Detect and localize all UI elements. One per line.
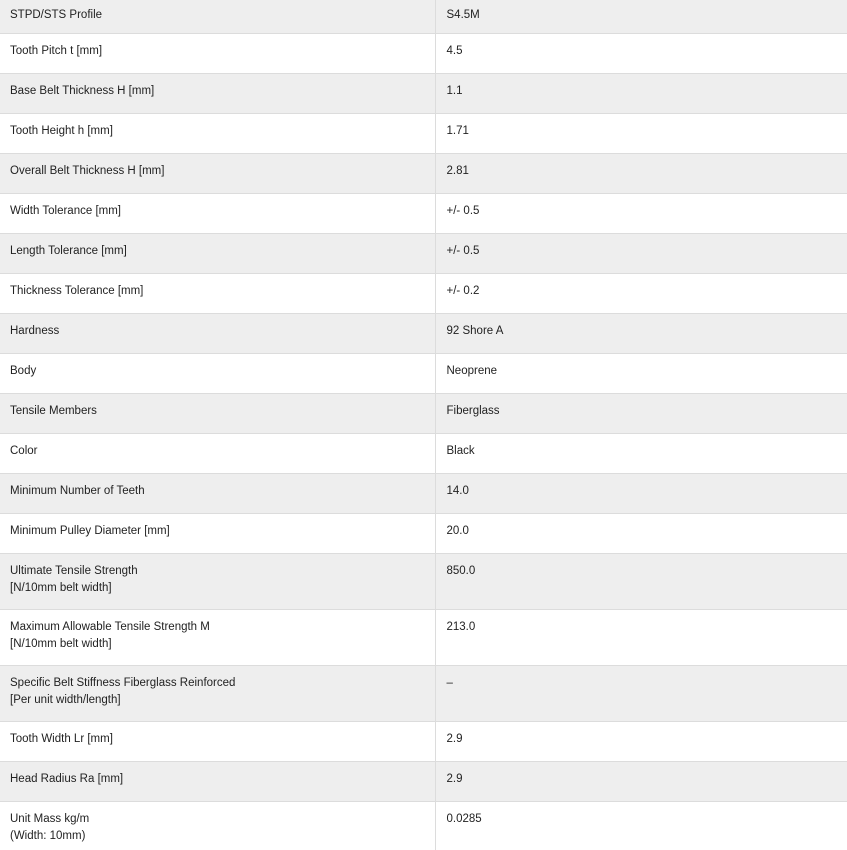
row-label: Maximum Allowable Tensile Strength M [N/10mm belt width] [0, 610, 435, 666]
row-label: Hardness [0, 314, 435, 354]
row-value: 1.1 [435, 74, 847, 114]
row-label: Base Belt Thickness H [mm] [0, 74, 435, 114]
table-row [0, 610, 847, 666]
row-value: 92 Shore A [435, 314, 847, 354]
row-value: 20.0 [435, 514, 847, 554]
table-row [0, 474, 847, 514]
table-row [0, 0, 847, 34]
table-row [0, 394, 847, 434]
row-value: 2.81 [435, 154, 847, 194]
row-value: 213.0 [435, 610, 847, 666]
row-label: STPD/STS Profile [0, 0, 435, 34]
row-label: Minimum Number of Teeth [0, 474, 435, 514]
table-row [0, 762, 847, 802]
row-value: 1.71 [435, 114, 847, 154]
table-row [0, 74, 847, 114]
table-row [0, 802, 847, 850]
table-row [0, 274, 847, 314]
row-label: Body [0, 354, 435, 394]
table-row [0, 666, 847, 722]
table-row [0, 354, 847, 394]
row-value: 850.0 [435, 554, 847, 610]
row-label: Length Tolerance [mm] [0, 234, 435, 274]
row-value: +/- 0.5 [435, 234, 847, 274]
row-label: Thickness Tolerance [mm] [0, 274, 435, 314]
row-value: Fiberglass [435, 394, 847, 434]
row-label: Overall Belt Thickness H [mm] [0, 154, 435, 194]
row-value: 0.0285 [435, 802, 847, 850]
table-row [0, 194, 847, 234]
row-label: Tensile Members [0, 394, 435, 434]
row-value: 2.9 [435, 762, 847, 802]
table-row [0, 514, 847, 554]
row-value: S4.5M [435, 0, 847, 34]
row-label: Width Tolerance [mm] [0, 194, 435, 234]
row-label: Specific Belt Stiffness Fiberglass Reinforced [Per unit width/length] [0, 666, 435, 722]
table-row [0, 554, 847, 610]
table-row [0, 234, 847, 274]
row-label: Tooth Width Lr [mm] [0, 722, 435, 762]
table-row [0, 34, 847, 74]
row-value: 4.5 [435, 34, 847, 74]
row-label: Minimum Pulley Diameter [mm] [0, 514, 435, 554]
row-label: Unit Mass kg/m (Width: 10mm) [0, 802, 435, 850]
table-row [0, 314, 847, 354]
row-value: – [435, 666, 847, 722]
row-value: 2.9 [435, 722, 847, 762]
row-value: Black [435, 434, 847, 474]
table-row [0, 154, 847, 194]
row-value: 14.0 [435, 474, 847, 514]
row-label: Ultimate Tensile Strength [N/10mm belt width] [0, 554, 435, 610]
table-row [0, 434, 847, 474]
row-label: Tooth Height h [mm] [0, 114, 435, 154]
table-row [0, 722, 847, 762]
row-label: Color [0, 434, 435, 474]
table-row [0, 114, 847, 154]
row-value: Neoprene [435, 354, 847, 394]
row-value: +/- 0.2 [435, 274, 847, 314]
row-label: Head Radius Ra [mm] [0, 762, 435, 802]
row-label: Tooth Pitch t [mm] [0, 34, 435, 74]
row-value: +/- 0.5 [435, 194, 847, 234]
